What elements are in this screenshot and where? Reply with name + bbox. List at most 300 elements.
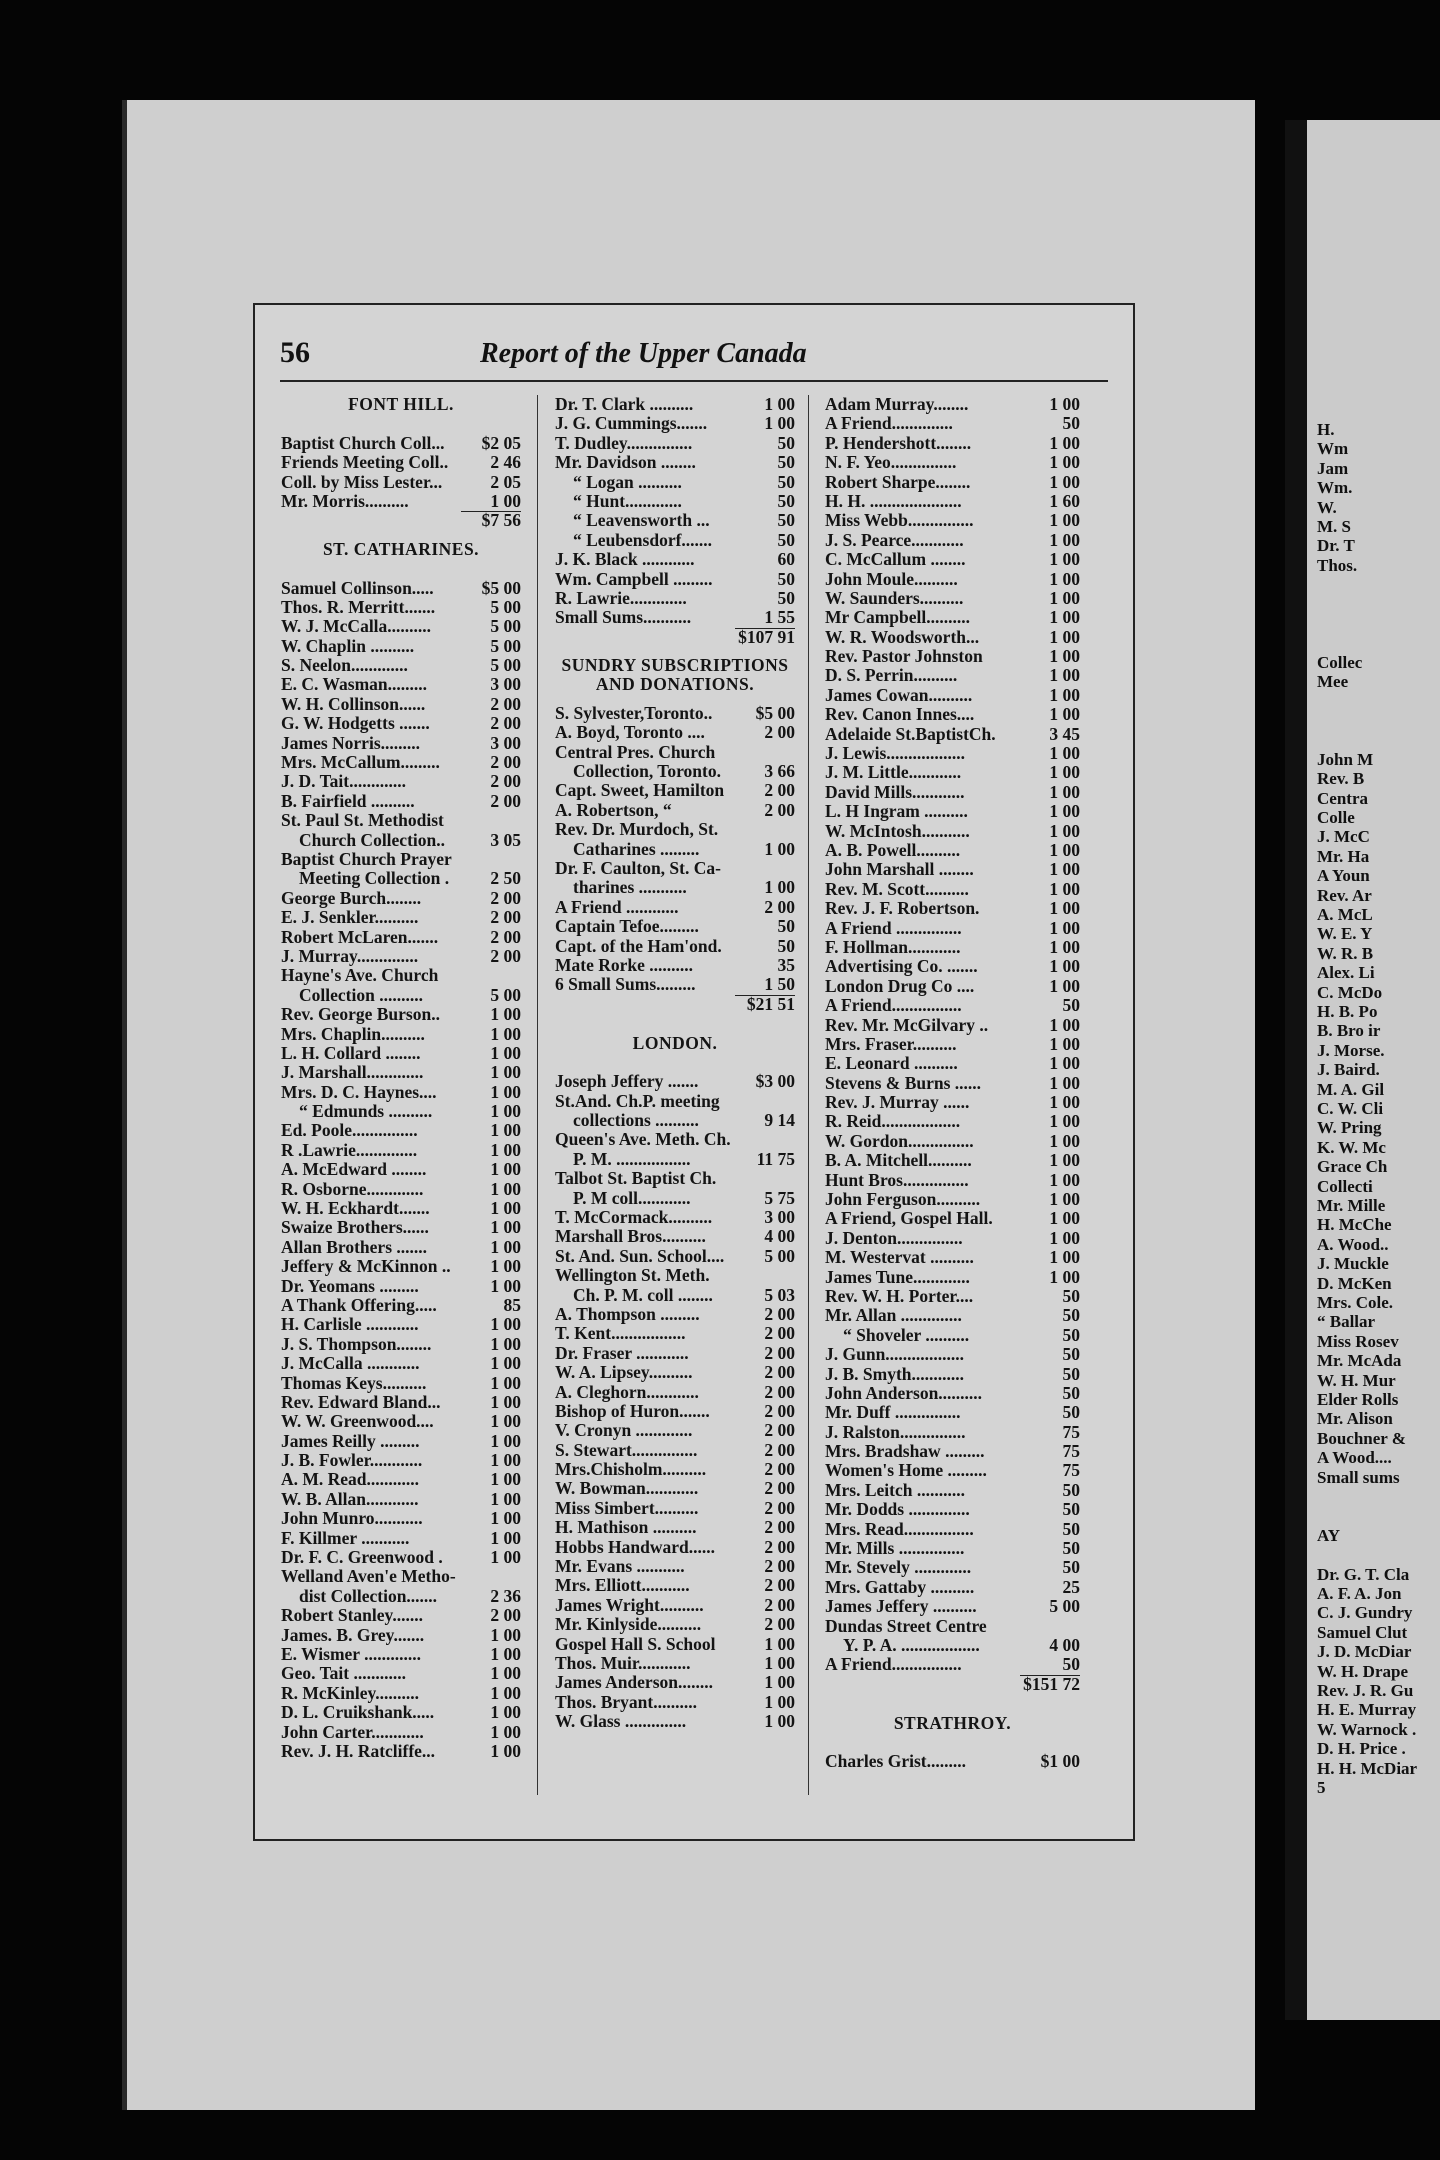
donation-amount: 2 00 [490, 753, 521, 773]
donation-amount: 2 05 [490, 472, 521, 492]
entry-row [281, 811, 521, 830]
entry-row [555, 1208, 795, 1227]
donation-amount: 75 [1062, 1461, 1080, 1481]
donor-name: E. Wismer ............. [281, 1645, 422, 1664]
donation-amount: 50 [777, 511, 795, 531]
donation-amount: 50 [1062, 1345, 1080, 1365]
entry-row [555, 937, 795, 956]
donor-name: Queen's Ave. Meth. Ch. [555, 1130, 731, 1150]
donation-amount: 2 00 [764, 1460, 795, 1480]
entry-row [281, 928, 521, 947]
donation-amount: 2 00 [764, 723, 795, 743]
donation-amount: 1 00 [490, 1470, 521, 1490]
entry-row [555, 781, 795, 800]
entry-row [555, 975, 795, 994]
section-total [555, 628, 795, 647]
donor-name: Rev. J. F. Robertson. [825, 899, 980, 919]
total-amount: $107 91 [738, 626, 795, 647]
donor-name: James Reilly ......... [281, 1431, 420, 1451]
donation-amount: 1 00 [490, 1082, 521, 1102]
entry-row [555, 1383, 795, 1402]
donation-amount: 1 00 [490, 1121, 521, 1141]
donor-name: Robert Stanley....... [281, 1606, 423, 1626]
donor-name: Mr. Davidson ........ [555, 453, 696, 473]
donor-name: Rev. Mr. McGilvary .. [825, 1015, 989, 1035]
donor-name: F. Killmer ........... [281, 1528, 410, 1548]
donor-name: Mr Campbell.......... [825, 608, 971, 628]
entry-row [825, 1461, 1080, 1480]
donation-amount: 1 00 [490, 1548, 521, 1568]
donor-name: Mr. Duff ............... [825, 1403, 961, 1423]
donation-amount: 1 50 [764, 975, 795, 995]
column-divider [808, 395, 809, 1795]
adjacent-page-text: W. H. Drape [1317, 1661, 1408, 1681]
adjacent-page-text: A. Wood.. [1317, 1234, 1389, 1254]
entry-row [555, 898, 795, 917]
section-total [555, 995, 795, 1014]
adjacent-page-text: H. McChe [1317, 1215, 1392, 1235]
entry-row [825, 531, 1080, 550]
donation-amount: 1 00 [764, 1712, 795, 1732]
entry-row [825, 550, 1080, 569]
adjacent-page-text: Mr. Alison [1317, 1409, 1393, 1429]
donation-amount: 1 00 [1049, 453, 1080, 473]
entry-row [825, 841, 1080, 860]
donation-amount: 50 [1062, 414, 1080, 434]
adjacent-page-text: W. E. Y [1317, 924, 1373, 944]
donation-amount: 1 00 [490, 1509, 521, 1529]
donor-name: Thos. Muir............ [555, 1654, 691, 1673]
entry-row [555, 1363, 795, 1382]
entry-row [825, 686, 1080, 705]
section-total [281, 511, 521, 530]
entry-row [825, 1074, 1080, 1093]
section-heading: ST. CATHARINES. [322, 538, 480, 559]
spacer [825, 1733, 1080, 1752]
adjacent-page-text: Jam [1317, 458, 1349, 478]
total-amount: $7 56 [481, 510, 521, 531]
donor-name: Collection, Toronto. [573, 762, 721, 782]
donation-amount: 85 [503, 1295, 521, 1315]
entry-row [825, 1481, 1080, 1500]
donation-amount: 2 00 [764, 1401, 795, 1421]
entry-row [555, 1673, 795, 1692]
donor-name: Mr. Stevely ............. [825, 1558, 972, 1578]
donor-name: A. McEdward ........ [281, 1160, 427, 1180]
entry-row [281, 1257, 521, 1276]
donor-name: W. H. Eckhardt....... [281, 1199, 430, 1219]
entry-row [825, 1384, 1080, 1403]
entry-row [555, 550, 795, 569]
entry-row [281, 1664, 521, 1683]
donor-name: “ Edmunds .......... [299, 1102, 433, 1122]
adjacent-page-text: A. F. A. Jon [1317, 1584, 1402, 1603]
entry-row [825, 589, 1080, 608]
donor-name: Coll. by Miss Lester... [281, 472, 443, 492]
entry-row [825, 996, 1080, 1015]
donor-name: E. Leonard .......... [825, 1054, 958, 1074]
entry-row [555, 1111, 795, 1130]
spacer [281, 414, 521, 433]
donor-name: N. F. Yeo............... [825, 453, 957, 473]
donation-amount: 1 00 [490, 1140, 521, 1160]
donation-amount: 1 00 [1049, 395, 1080, 414]
entry-row [825, 899, 1080, 918]
donation-amount: 2 46 [490, 453, 521, 473]
donor-name: A. B. Powell.......... [825, 840, 961, 860]
donor-name: H. H. ..................... [825, 491, 962, 511]
entry-row [555, 956, 795, 975]
entry-row [555, 859, 795, 878]
entry-row [555, 414, 795, 433]
entry-row [825, 822, 1080, 841]
entry-row [555, 1130, 795, 1149]
donor-name: Meeting Collection . [299, 869, 450, 889]
entry-row [281, 1626, 521, 1645]
entry-row [281, 1567, 521, 1586]
adjacent-page-text: D. McKen [1317, 1273, 1392, 1293]
donor-name: Ch. P. M. coll ........ [573, 1285, 713, 1305]
donation-amount: $2 05 [481, 433, 521, 453]
entry-row [825, 492, 1080, 511]
adjacent-page-text: “ Ballar [1317, 1312, 1376, 1332]
entry-row [555, 608, 795, 627]
column-3 [825, 395, 1080, 1772]
donation-amount: 5 00 [490, 656, 521, 676]
donation-amount: 50 [777, 530, 795, 550]
donor-name: R. Osborne............. [281, 1179, 424, 1199]
entry-row [555, 531, 795, 550]
entry-row [825, 802, 1080, 821]
donation-amount: 1 00 [490, 1276, 521, 1296]
donation-amount: 2 00 [764, 1595, 795, 1615]
donor-name: Mrs. Bradshaw ......... [825, 1442, 985, 1462]
donor-name: B. A. Mitchell.......... [825, 1151, 972, 1171]
entry-row [825, 1578, 1080, 1597]
entry-row [281, 1277, 521, 1296]
donation-amount: $5 00 [755, 703, 795, 723]
entry-row [825, 860, 1080, 879]
donation-amount: 75 [1062, 1422, 1080, 1442]
entry-row [555, 1092, 795, 1111]
donor-name: James Cowan.......... [825, 685, 973, 705]
entry-row [825, 1423, 1080, 1442]
donor-name: John Marshall ........ [825, 860, 974, 880]
donor-name: “ Leavensworth ... [573, 511, 710, 531]
entry-row [555, 1286, 795, 1305]
adjacent-page-text: Mr. Ha [1317, 846, 1370, 866]
donation-amount: 5 00 [490, 985, 521, 1005]
entry-row [281, 1529, 521, 1548]
adjacent-page-text: Thos. [1317, 555, 1358, 575]
donor-name: Joseph Jeffery ....... [555, 1072, 699, 1092]
donor-name: J. K. Black ............ [555, 550, 695, 570]
entry-row [281, 1044, 521, 1063]
donor-name: F. Hollman............ [825, 937, 961, 957]
entry-row [281, 1141, 521, 1160]
donation-amount: 1 00 [764, 1654, 795, 1673]
donor-name: Catharines ......... [573, 839, 700, 859]
donor-name: Central Pres. Church [555, 742, 716, 762]
entry-row [825, 1345, 1080, 1364]
entry-row [281, 1121, 521, 1140]
donor-name: M. Westervat .......... [825, 1248, 974, 1268]
donation-amount: 2 00 [764, 1324, 795, 1344]
donor-name: L. H. Collard ........ [281, 1043, 421, 1063]
donation-amount: 2 36 [490, 1586, 521, 1606]
donation-amount: 5 00 [490, 617, 521, 637]
donor-name: Church Collection.. [299, 830, 445, 850]
entry-row [281, 1606, 521, 1625]
donor-name: Rev. J. H. Ratcliffe... [281, 1741, 436, 1761]
entry-row [825, 1112, 1080, 1131]
entry-row [281, 714, 521, 733]
donation-amount: 1 00 [1049, 957, 1080, 977]
donation-amount: 2 00 [764, 1576, 795, 1596]
donation-amount: 2 00 [490, 1606, 521, 1626]
donation-amount: 1 00 [490, 1199, 521, 1219]
donation-amount: 1 00 [1049, 530, 1080, 550]
donation-amount: 1 00 [490, 1489, 521, 1509]
donation-amount: 2 00 [764, 800, 795, 820]
adjacent-page-text: B. Bro ir [1317, 1021, 1381, 1041]
donor-name: John Ferguson.......... [825, 1190, 981, 1210]
entry-row [281, 831, 521, 850]
entry-row [825, 453, 1080, 472]
entry-row [555, 1441, 795, 1460]
donation-amount: 5 75 [764, 1188, 795, 1208]
entry-row [555, 1169, 795, 1188]
donation-amount: 1 00 [490, 1179, 521, 1199]
printed-page [253, 303, 1135, 1841]
entry-row [555, 1518, 795, 1537]
donor-name: A. Boyd, Toronto .... [555, 723, 705, 743]
donation-amount: 1 00 [490, 1528, 521, 1548]
entry-row [281, 1025, 521, 1044]
donor-name: W. B. Allan............ [281, 1489, 419, 1509]
donor-name: H. Carlisle ............ [281, 1315, 419, 1335]
donation-amount: 1 00 [1049, 976, 1080, 996]
column-divider [537, 395, 538, 1795]
donation-amount: 1 60 [1049, 491, 1080, 511]
donor-name: W. J. McCalla.......... [281, 617, 432, 637]
donor-name: Stevens & Burns ...... [825, 1073, 982, 1093]
adjacent-page-text: Centra [1317, 788, 1368, 808]
donor-name: P. M. ................. [573, 1149, 691, 1169]
adjacent-page-text: H. E. Murray [1317, 1700, 1417, 1720]
donor-name: Dundas Street Centre [825, 1616, 987, 1636]
donor-name: Robert McLaren....... [281, 927, 439, 947]
entry-row [825, 725, 1080, 744]
entry-row [825, 1268, 1080, 1287]
donation-amount: 2 00 [764, 1615, 795, 1635]
donor-name: G. W. Hodgetts ....... [281, 714, 430, 734]
donor-name: A Friend................ [825, 1655, 962, 1675]
donation-amount: 50 [1062, 1558, 1080, 1578]
donation-amount: 1 00 [1049, 937, 1080, 957]
entry-row [281, 579, 521, 598]
entry-row [281, 792, 521, 811]
entry-row [825, 1655, 1080, 1674]
entry-row [825, 1558, 1080, 1577]
donation-amount: 50 [777, 569, 795, 589]
donation-amount: 1 00 [1049, 627, 1080, 647]
donor-name: A Thank Offering..... [281, 1295, 437, 1315]
donor-name: “ Hunt............. [573, 491, 682, 511]
entry-row [825, 1442, 1080, 1461]
donation-amount: 50 [777, 588, 795, 608]
donation-amount: 50 [1062, 1403, 1080, 1423]
entry-row [281, 453, 521, 472]
entry-row [825, 1229, 1080, 1248]
spacer [555, 1014, 795, 1033]
donation-amount: 2 00 [490, 714, 521, 734]
donation-amount: 2 00 [764, 1382, 795, 1402]
donation-amount: 1 00 [490, 1664, 521, 1684]
donor-name: David Mills............ [825, 782, 965, 802]
adjacent-page-text: Collec [1317, 652, 1363, 672]
donor-name: Allan Brothers ....... [281, 1237, 427, 1257]
donation-amount: 5 00 [490, 636, 521, 656]
donation-amount: 50 [1062, 1325, 1080, 1345]
entry-row [825, 1365, 1080, 1384]
entry-row [555, 492, 795, 511]
adjacent-page-text: W. [1317, 497, 1337, 517]
donor-name: Y. P. A. .................. [843, 1636, 980, 1655]
donation-amount: 50 [777, 453, 795, 473]
donor-name: J. M. Little............ [825, 763, 962, 783]
donation-amount: 1 00 [1049, 511, 1080, 531]
entry-row [281, 734, 521, 753]
donor-name: J. B. Fowler............ [281, 1451, 423, 1471]
adjacent-page-text: 5 [1317, 1778, 1326, 1797]
donor-name: Talbot St. Baptist Ch. [555, 1169, 717, 1189]
donor-name: Mrs. Read................ [825, 1519, 974, 1539]
donor-name: Mr. Kinlyside.......... [555, 1615, 702, 1635]
entry-row [825, 628, 1080, 647]
donor-name: W. Bowman............ [555, 1479, 699, 1499]
entry-row [555, 1227, 795, 1246]
donor-name: J. S. Thompson........ [281, 1334, 432, 1354]
entry-row [281, 869, 521, 888]
entry-row [555, 878, 795, 897]
donor-name: Rev. Edward Bland... [281, 1392, 441, 1412]
page-header [280, 330, 1108, 385]
donation-amount: 60 [777, 550, 795, 570]
donation-amount: 1 00 [1049, 685, 1080, 705]
entry-row [825, 1636, 1080, 1655]
donation-amount: 5 00 [764, 1246, 795, 1266]
donation-amount: 1 00 [1049, 569, 1080, 589]
entry-row [825, 666, 1080, 685]
donation-amount: 1 00 [1049, 1054, 1080, 1074]
donor-name: Rev. J. Murray ...... [825, 1093, 970, 1113]
donor-name: J. Murray.............. [281, 946, 419, 966]
adjacent-page-text: A. McL [1317, 905, 1373, 924]
entry-row [825, 1539, 1080, 1558]
entry-row [281, 1470, 521, 1489]
donor-name: “ Leubensdorf....... [573, 530, 713, 550]
adjacent-page-text: Miss Rosev [1317, 1331, 1399, 1351]
donation-amount: 1 00 [764, 878, 795, 898]
donor-name: James Wright.......... [555, 1595, 704, 1615]
donor-name: Miss Webb............... [825, 511, 974, 531]
donation-amount: 1 00 [1049, 472, 1080, 492]
entry-row [281, 772, 521, 791]
entry-row [555, 1266, 795, 1285]
donor-name: Mrs. Fraser.......... [825, 1034, 957, 1054]
adjacent-page-text: J. Baird. [1317, 1060, 1380, 1080]
donor-name: Mr. Morris.......... [281, 491, 409, 511]
donor-name: D. S. Perrin.......... [825, 666, 958, 686]
donation-amount: 50 [1062, 1480, 1080, 1500]
donation-amount: 1 00 [1049, 1151, 1080, 1171]
entry-row [555, 453, 795, 472]
donation-amount: 1 00 [1049, 1248, 1080, 1268]
donor-name: Mrs.Chisholm.......... [555, 1460, 707, 1480]
donor-name: Dr. T. Clark .......... [555, 395, 694, 414]
donation-amount: 1 00 [1049, 666, 1080, 686]
donation-amount: 1 00 [1049, 550, 1080, 570]
entry-row [825, 1326, 1080, 1345]
entry-row [281, 1548, 521, 1567]
donation-amount: 9 14 [764, 1111, 795, 1131]
donor-name: John Anderson.......... [825, 1383, 983, 1403]
entry-row [281, 473, 521, 492]
adjacent-page-text: W. H. Mur [1317, 1370, 1396, 1390]
donor-name: A Friend, Gospel Hall. [825, 1209, 993, 1229]
donor-name: Samuel Collinson..... [281, 578, 434, 598]
donation-amount: 1 00 [764, 414, 795, 434]
entry-row [555, 820, 795, 839]
adjacent-page-edge [1285, 120, 1440, 2020]
entry-row [825, 608, 1080, 627]
entry-row [555, 1305, 795, 1324]
donation-amount: 5 00 [1049, 1597, 1080, 1617]
donor-name: Mate Rorke .......... [555, 955, 694, 975]
donor-name: Mrs. Chaplin.......... [281, 1024, 425, 1044]
adjacent-page-text: Rev. B [1317, 769, 1365, 789]
donor-name: James Jeffery .......... [825, 1597, 977, 1617]
donor-name: Robert Sharpe........ [825, 472, 971, 492]
entry-row [555, 1576, 795, 1595]
entry-row [555, 1538, 795, 1557]
donation-amount: 2 00 [764, 1498, 795, 1518]
entry-row [825, 1287, 1080, 1306]
spacer [281, 559, 521, 578]
adjacent-page-text: Collecti [1317, 1176, 1373, 1196]
donation-amount: 1 00 [1049, 918, 1080, 938]
donation-amount: 75 [1062, 1442, 1080, 1462]
entry-row [825, 414, 1080, 433]
column-1 [281, 395, 521, 1761]
adjacent-page-text: A Youn [1317, 866, 1370, 886]
donation-amount: 1 00 [490, 1354, 521, 1374]
entry-row [555, 589, 795, 608]
entry-row [281, 675, 521, 694]
entry-row [281, 1199, 521, 1218]
donation-amount: 50 [777, 433, 795, 453]
entry-row [825, 977, 1080, 996]
donor-name: tharines ........... [573, 878, 687, 898]
donation-amount: 2 00 [764, 1537, 795, 1557]
entry-row [281, 1238, 521, 1257]
donation-amount: 2 00 [764, 781, 795, 801]
adjacent-page-text: Wm [1317, 439, 1349, 459]
donor-name: Welland Aven'e Metho- [281, 1567, 456, 1587]
donor-name: R. Reid.................. [825, 1112, 961, 1132]
adjacent-page-text: Samuel Clut [1317, 1622, 1408, 1642]
